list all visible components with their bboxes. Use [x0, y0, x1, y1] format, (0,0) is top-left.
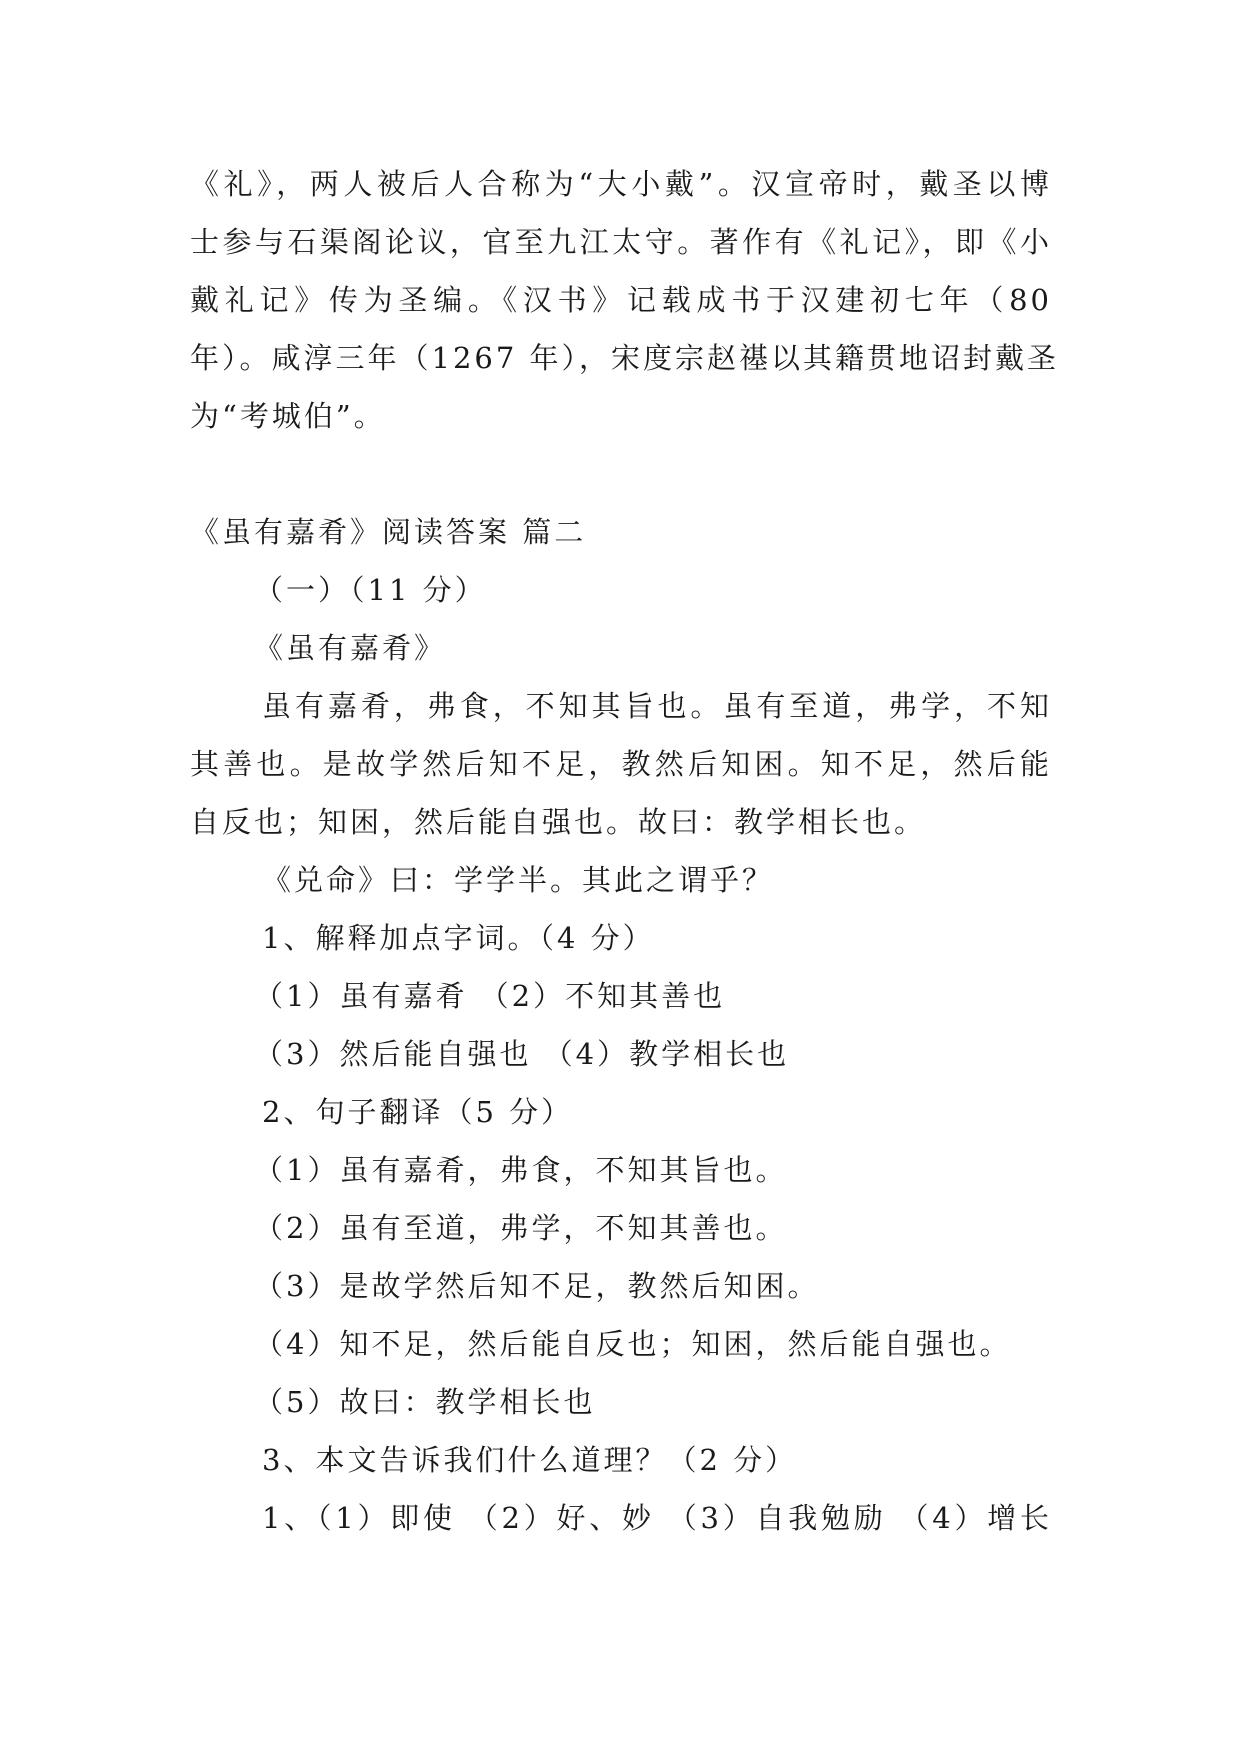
question-1-item: （3）然后能自强也 （4）教学相长也 [254, 1037, 790, 1071]
question-2-item: （3）是故学然后知不足，教然后知困。 [254, 1269, 820, 1303]
intro-line: 年）。咸淳三年（1267 年），宋度宗赵禥以其籍贯地诏封戴圣 [190, 341, 1060, 375]
intro-line: 戴礼记》传为圣编。《汉书》记载成书于汉建初七年（80 [190, 283, 1052, 317]
question-3-title: 3、本文告诉我们什么道理？（2 分） [262, 1443, 798, 1477]
quote-line: 《兑命》曰：学学半。其此之谓乎？ [262, 863, 775, 897]
section-title: 《虽有嘉肴》阅读答案 篇二 [190, 515, 587, 549]
question-1-title: 1、解释加点字词。（4 分） [262, 921, 655, 955]
question-1-item: （1）虽有嘉肴 （2）不知其善也 [254, 979, 726, 1013]
text-title: 《虽有嘉肴》 [254, 631, 447, 665]
question-2-title: 2、句子翻译（5 分） [262, 1095, 574, 1129]
intro-line: 《礼》，两人被后人合称为“大小戴”。汉宣帝时，戴圣以博 [190, 167, 1052, 201]
passage-line: 自反也；知困，然后能自强也。故曰：教学相长也。 [190, 805, 927, 839]
part-label: （一）（11 分） [254, 573, 487, 607]
intro-line: 士参与石渠阁论议，官至九江太守。著作有《礼记》，即《小 [190, 225, 1052, 259]
question-2-item: （1）虽有嘉肴，弗食，不知其旨也。 [254, 1153, 788, 1187]
intro-line: 为“考城伯”。 [190, 399, 386, 433]
question-2-item: （5）故曰：教学相长也 [254, 1385, 596, 1419]
question-2-item: （2）虽有至道，弗学，不知其善也。 [254, 1211, 788, 1245]
passage-line: 其善也。是故学然后知不足，教然后知困。知不足，然后能 [190, 747, 1052, 781]
question-2-item: （4）知不足，然后能自反也；知困，然后能自强也。 [254, 1327, 1012, 1361]
passage-line: 虽有嘉肴，弗食，不知其旨也。虽有至道，弗学，不知 [262, 689, 1052, 723]
answer-line: 1、（1）即使 （2）好、妙 （3）自我勉励 （4）增长 [262, 1501, 1052, 1535]
